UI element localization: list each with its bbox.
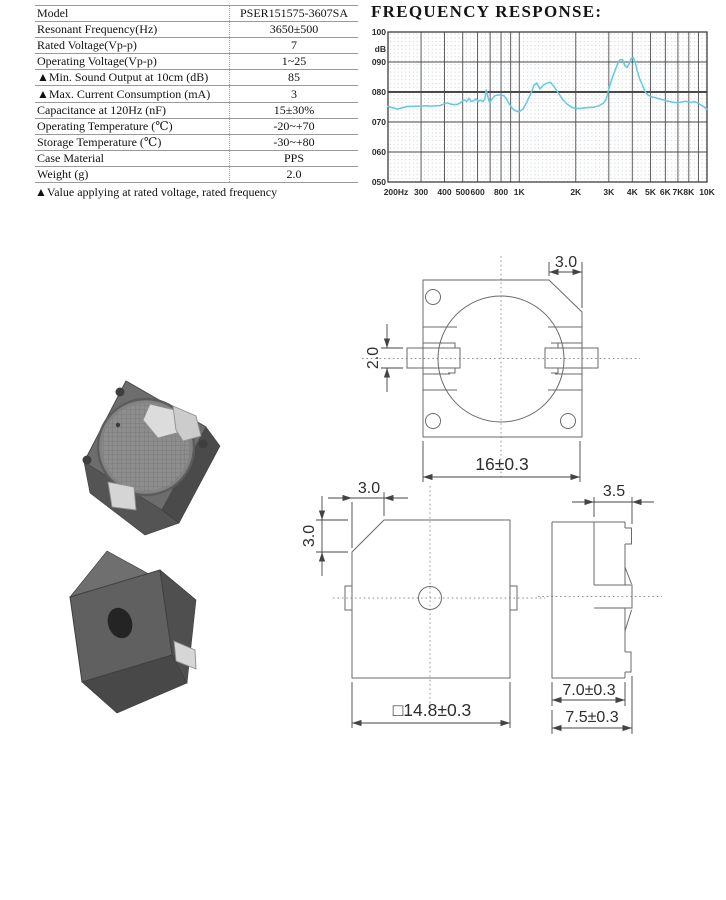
dimension-label: 3.0 xyxy=(357,480,381,497)
x-tick-label: 800 xyxy=(493,187,509,197)
spec-value: 15±30% xyxy=(230,102,359,118)
spec-row xyxy=(35,134,358,150)
spec-label: Weight (g) xyxy=(35,166,230,182)
spec-row xyxy=(35,54,358,70)
x-tick-label: 6K xyxy=(659,187,671,197)
spec-label: Model xyxy=(35,6,230,22)
x-tick-label: 500 xyxy=(455,187,470,197)
dimension-label: 3.0 xyxy=(301,524,318,548)
x-tick-label: 400 xyxy=(437,187,452,197)
spec-value: 2.0 xyxy=(230,166,359,182)
spec-label: ▲Max. Current Consumption (mA) xyxy=(35,86,230,102)
spec-row xyxy=(35,86,358,102)
spec-row xyxy=(35,118,358,134)
bottom-view-drawing xyxy=(301,480,545,728)
y-tick-label: 080 xyxy=(371,87,386,97)
mounting-pin xyxy=(199,440,208,449)
product-photo-bottom-view xyxy=(70,551,196,713)
dimension-label: 7.0±0.3 xyxy=(562,682,616,699)
spec-row xyxy=(35,70,358,86)
spec-row xyxy=(35,38,358,54)
spec-row xyxy=(35,166,358,182)
spec-value: 1~25 xyxy=(230,54,359,70)
spec-row xyxy=(35,150,358,166)
frequency-response-chart xyxy=(370,25,726,207)
frequency-response-title: FREQUENCY RESPONSE: xyxy=(371,2,603,21)
spec-row xyxy=(35,6,358,22)
spec-value: -30~+80 xyxy=(230,134,359,150)
spec-value: 85 xyxy=(230,70,359,86)
y-tick-label: 100 xyxy=(371,27,386,37)
mounting-pin xyxy=(116,388,125,397)
x-tick-label: 7K xyxy=(672,187,684,197)
y-tick-label: 090 xyxy=(371,57,386,67)
spec-label: Capacitance at 120Hz (nF) xyxy=(35,102,230,118)
x-tick-label: 600 xyxy=(470,187,485,197)
dimension-label: 7.5±0.3 xyxy=(565,709,619,726)
spec-value: 3650±500 xyxy=(230,22,359,38)
spec-row xyxy=(35,22,358,38)
y-axis-unit: dB xyxy=(374,44,386,54)
mounting-pin xyxy=(83,456,92,465)
dimension-label: 16±0.3 xyxy=(475,454,529,474)
side-view-drawing xyxy=(538,483,662,734)
spec-value: PSER151575-3607SA xyxy=(230,6,359,22)
mounting-hole xyxy=(426,414,441,429)
spec-label: Resonant Frequency(Hz) xyxy=(35,22,230,38)
x-tick-label: 4K xyxy=(626,187,638,197)
x-tick-label: 2K xyxy=(570,187,582,197)
x-tick-label: 10K xyxy=(699,187,715,197)
x-tick-label: 5K xyxy=(645,187,656,197)
spec-label: Operating Voltage(Vp-p) xyxy=(35,54,230,70)
x-tick-label: 1K xyxy=(513,187,525,197)
mounting-hole xyxy=(426,290,441,305)
dimension-label: □14.8±0.3 xyxy=(392,700,472,720)
x-tick-label: 300 xyxy=(413,187,429,197)
mechanical-drawings xyxy=(0,240,726,745)
spec-label: Operating Temperature (℃) xyxy=(35,118,230,134)
spec-label: Case Material xyxy=(35,150,230,166)
spec-table-note: ▲Value applying at rated voltage, rated frequency xyxy=(35,185,278,199)
dimension-label: 3.5 xyxy=(602,483,626,500)
y-tick-label: 060 xyxy=(371,147,386,157)
mounting-hole xyxy=(561,414,576,429)
dimension-label: 2.0 xyxy=(365,346,382,370)
spec-value: -20~+70 xyxy=(230,118,359,134)
x-tick-label: 3K xyxy=(603,187,615,197)
plot-area xyxy=(388,32,707,182)
spec-table xyxy=(35,5,358,183)
spec-row xyxy=(35,102,358,118)
x-tick-label: 8K xyxy=(683,187,695,197)
y-tick-label: 050 xyxy=(371,177,386,187)
spec-label: ▲Min. Sound Output at 10cm (dB) xyxy=(35,70,230,86)
top-view-drawing xyxy=(362,254,640,482)
spec-value: PPS xyxy=(230,150,359,166)
spec-value: 3 xyxy=(230,86,359,102)
spec-label: Rated Voltage(Vp-p) xyxy=(35,38,230,54)
spec-label: Storage Temperature (℃) xyxy=(35,134,230,150)
x-tick-label: 200Hz xyxy=(383,187,409,197)
spec-value: 7 xyxy=(230,38,359,54)
dimension-label: 3.0 xyxy=(554,254,578,271)
product-photo-top-view xyxy=(83,381,221,535)
y-tick-label: 070 xyxy=(371,117,386,127)
